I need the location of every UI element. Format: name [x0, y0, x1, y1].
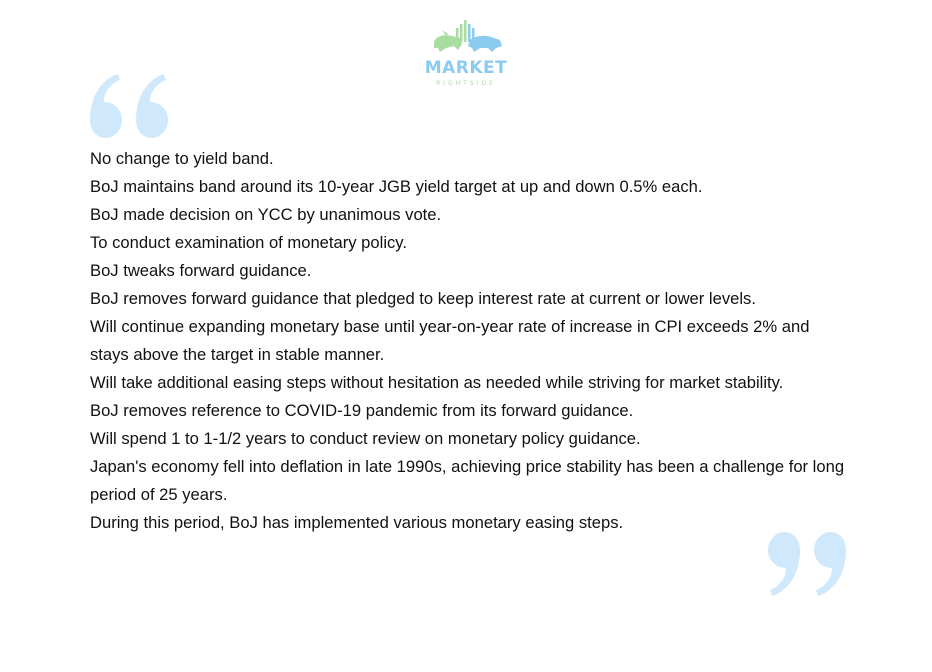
quote-line: To conduct examination of monetary policy.: [90, 233, 407, 252]
quote-line: Will continue expanding monetary base until year-on-year rate of increase in CPI exceeds 2% and stays above the target in stable manner.: [90, 317, 810, 364]
quote-line: No change to yield band.: [90, 149, 274, 168]
quote-line: BoJ removes reference to COVID-19 pandemic from its forward guidance.: [90, 401, 634, 420]
logo-title: MARKET: [424, 58, 508, 78]
quote-line: BoJ made decision on YCC by unanimous vote.: [90, 205, 442, 224]
bull-bear-icon: [426, 18, 506, 58]
open-quote-icon: [88, 72, 178, 140]
bear-icon: [468, 36, 502, 52]
quote-line: BoJ tweaks forward guidance.: [90, 261, 312, 280]
quote-line: BoJ maintains band around its 10-year JGB yield target at up and down 0.5% each.: [90, 177, 703, 196]
quote-line: Will take additional easing steps without hesitation as needed while striving for market stability.: [90, 373, 784, 392]
close-quote-icon: [766, 530, 856, 598]
quote-line: During this period, BoJ has implemented various monetary easing steps.: [90, 513, 624, 532]
logo-subtitle: RIGHTSIDE: [436, 80, 496, 87]
quote-text: [90, 145, 850, 537]
quote-line: Will spend 1 to 1-1/2 years to conduct review on monetary policy guidance.: [90, 429, 641, 448]
quote-line: BoJ removes forward guidance that pledged to keep interest rate at current or lower levels.: [90, 289, 756, 308]
quote-line: Japan's economy fell into deflation in late 1990s, achieving price stability has been a challenge for long period of 25 years.: [90, 457, 845, 504]
market-rightside-logo: [410, 18, 522, 90]
